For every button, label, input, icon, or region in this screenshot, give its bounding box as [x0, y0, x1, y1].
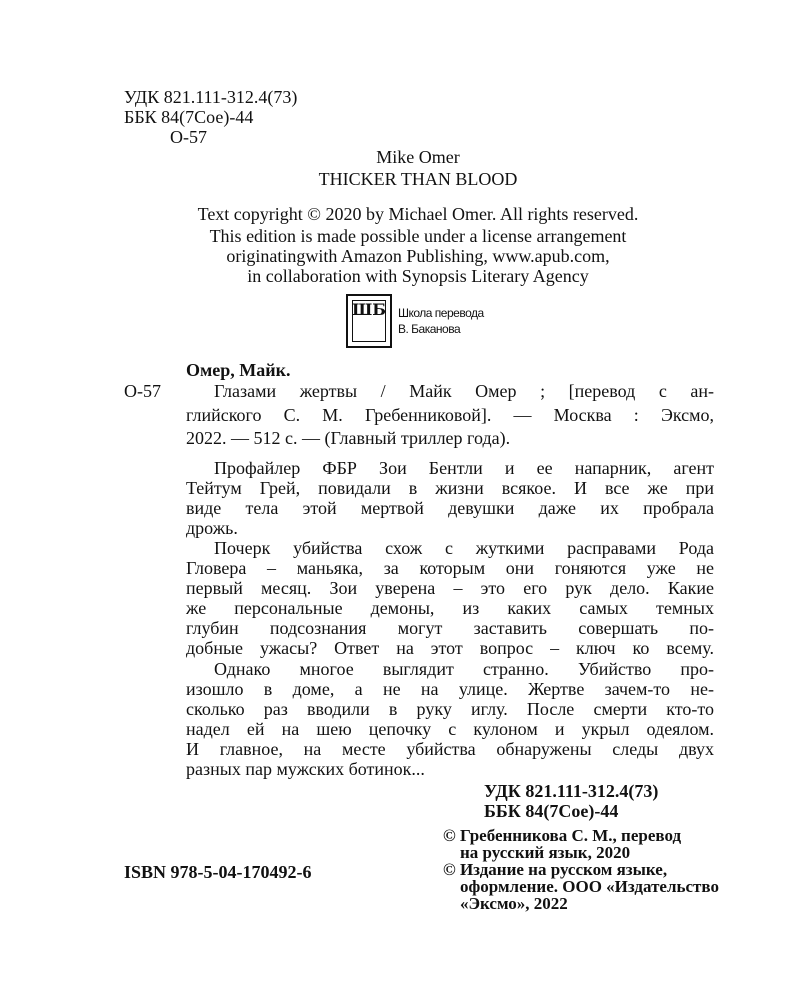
annotation-line: же персональные демоны, из каких самых темных [186, 598, 714, 618]
copyright-line: in collaboration with Synopsis Literary Agency [247, 266, 589, 286]
copyright-ru-line: «Эксмо», 2022 [460, 894, 568, 913]
bbk-code: ББК 84(7Сое)-44 [124, 107, 254, 127]
annotation-line: Профайлер ФБР Зои Бентли и ее напарник, агент [214, 458, 714, 478]
annotation-line: сколько раз вводили в руку иглу. После смерти кто-то [186, 699, 714, 719]
original-title: THICKER THAN BLOOD [318, 169, 518, 189]
author-mark: О-57 [170, 127, 207, 147]
annotation-line: глубин подсознания могут заставить совершать по- [186, 618, 714, 638]
annotation-line: первый месяц. Зои уверена – это его рук дело. Какие [186, 578, 714, 598]
copyright-line: originatingwith Amazon Publishing, www.apub.com, [226, 246, 610, 266]
original-author: Mike Omer [376, 147, 460, 167]
logo-text-line1: Школа перевода [398, 306, 484, 320]
annotation-line: Тейтум Грей, повидали в жизни всякое. И все же при [186, 478, 714, 498]
copyright-ru-line: на русский язык, 2020 [460, 843, 631, 862]
catalog-line: 2022. — 512 с. — (Главный триллер года). [186, 428, 511, 448]
copyright-ru-line: © Гребенникова С. М., перевод [443, 826, 682, 845]
logo-text-line2: В. Баканова [398, 322, 461, 336]
annotation-line: разных пар мужских ботинок... [186, 759, 425, 779]
annotation-line: И главное, на месте убийства обнаружены следы двух [186, 739, 714, 759]
copyright-ru-line: оформление. ООО «Издательство [460, 877, 719, 896]
annotation-line: дрожь. [186, 518, 238, 538]
translation-school-logo [346, 294, 392, 348]
catalog-mark: О-57 [124, 381, 161, 401]
catalog-line: Глазами жертвы / Майк Омер ; [перевод с ан- [214, 381, 714, 401]
annotation-line: Гловера – маньяка, за которым они гоняются уже не [186, 558, 714, 578]
copyright-line: Text copyright © 2020 by Michael Omer. All rights reserved. [197, 204, 639, 224]
annotation-line: изошло в доме, а не на улице. Жертве зачем-то не- [186, 679, 714, 699]
footer-bbk: ББК 84(7Сое)-44 [484, 801, 619, 821]
catalog-author-heading: Омер, Майк. [186, 360, 291, 380]
annotation-line: виде тела этой мертвой девушки даже их пробрала [186, 498, 714, 518]
catalog-line: глийского С. М. Гребенниковой]. — Москва : Эксмо, [186, 405, 714, 425]
isbn: ISBN 978-5-04-170492-6 [124, 862, 312, 882]
udk-code: УДК 821.111-312.4(73) [124, 87, 298, 107]
copyright-line: This edition is made possible under a license arrangement [209, 226, 627, 246]
annotation-line: Почерк убийства схож с жуткими расправами Рода [214, 538, 714, 558]
copyright-ru-line: © Издание на русском языке, [443, 860, 668, 879]
annotation-line: Однако многое выглядит странно. Убийство про- [214, 659, 714, 679]
annotation-line: надел ей на шею цепочку с кулоном и укрыл одеялом. [186, 719, 714, 739]
footer-udk: УДК 821.111-312.4(73) [484, 781, 659, 801]
logo-monogram: ШБ [352, 300, 386, 319]
annotation-line: добные ужасы? Ответ на этот вопрос – ключ ко всему. [186, 638, 714, 658]
